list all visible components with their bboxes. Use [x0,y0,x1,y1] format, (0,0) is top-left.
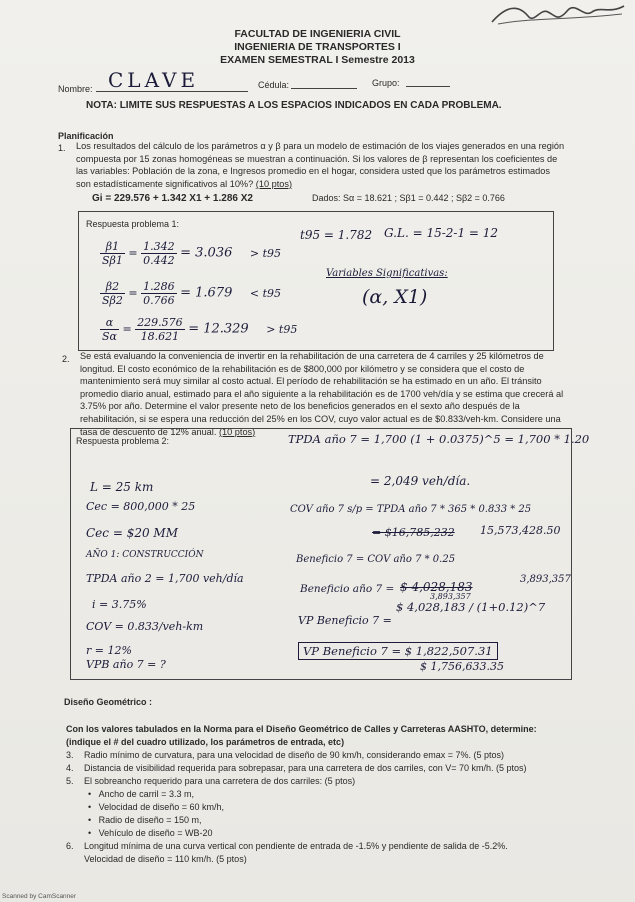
q2-tpda7-result: = 2,049 veh/día. [370,474,471,488]
q1-ratio-beta2: $\frac{\beta 2}{S\beta 2}$ = $\frac{1.286}{0.766}$ = 1.679 < t95 [102,280,282,307]
q1-vars-label: Variables Significativas: [326,268,448,279]
q3-number: 3. [66,750,74,760]
question-1 [76,140,566,190]
question-2-text: Se está evaluando la conveniencia de invertir en la rehabilitación de una carretera de 4 carriles y 25 kilómetros de longitud. El costo económico de la rehabilitación es de $800,000 por kilómetro y se considera que el costo de mantenimiento será muy similar al costo actual. El período de rehabilitación se ha estimado en un año. El tránsito promedio diario anual, estimado para el año siguiente a la rehabilitación es de 1700 veh/día y se estima que crecerá al 3.75% por año. Determine el valor presente neto de los beneficios generados en el sexto año después de la rehabilitación, si se espera una reducción del 25% en los COV, cuyo valor actual es de $0.833/veh-km. Considere una tasa de descuento de 12% anual. [80,351,564,437]
cedula-label: Cédula: [258,80,290,90]
diseno-intro-1: Con los valores tabulados en la Norma para el Diseño Geométrico de Calles y Carreteras AASHTO, determine: [66,724,537,734]
question-6: Longitud mínima de una curva vertical con pendiente de entrada de -1.5% y pendiente de salida de -5.2%. [84,841,508,851]
q2-benefit7-discount: $ 4,028,183 / (1+0.12)^7 [396,600,546,614]
q5-item: • Ancho de carril = 3.3 m, [88,789,194,799]
q2-benefit7-note: 3,893,357 [430,592,471,601]
scanner-watermark: Scanned by CamScanner [2,893,77,900]
q2-vp-benefit-label: VP Beneficio 7 = [298,614,392,627]
q2-vp-benefit-alt: $ 1,756,633.35 [420,660,504,673]
q2-tpda7: TPDA año 7 = 1,700 (1 + 0.0375)^5 = 1,700 * 1.20 [288,432,590,446]
signature-scribble [488,0,628,28]
answer-box-1-label: Respuesta problema 1: [86,219,180,229]
q2-cov: COV = 0.833/veh-km [86,620,204,633]
diseno-intro-2: (indique el # del cuadro utilizado, los parámetros de entrada, etc) [66,737,345,747]
q2-cec-formula: Cec = 800,000 * 25 [86,500,196,513]
question-2-points: (10 ptos) [218,426,256,437]
q1-number: 1. [58,143,66,153]
q1-significant-vars: (α, X1) [362,286,428,308]
q2-benefit7-struck: $ 4,028,183 [400,580,473,594]
q2-number: 2. [62,354,70,364]
question-2 [80,350,568,438]
q5-number: 5. [66,776,74,786]
question-1-text: Los resultados del cálculo de los parámetros α y β para un modelo de estimación de los viajes generados en una región compuesta por 15 zonas homogéneas se muestran a continuación. Si los valores de β representan los coeficientes de las variables: Población de la zona, e Ingresos promedio en el hogar, considera usted que los parámetros estimados son estadísticamente significativos al 10%? [76,141,565,189]
q2-vpb-unknown: VPB año 7 = ? [86,658,166,671]
q5-item: • Radio de diseño = 150 m, [88,815,202,825]
q1-ratio-alpha: $\frac{\alpha}{S\alpha}$ = $\frac{229.576}{18.621}$ = 12.329 > t95 [102,316,298,343]
q2-length: L = 25 km [90,480,154,494]
faculty-title: FACULTAD DE INGENIERIA CIVIL [234,28,401,40]
section-diseno: Diseño Geométrico : [64,697,153,707]
q2-year1: AÑO 1: CONSTRUCCIÓN [86,550,204,560]
q2-discount-rate: r = 12% [86,644,132,657]
q2-growth-rate: i = 3.75% [92,598,147,611]
question-5: El sobreancho requerido para una carretera de dos carriles: (5 ptos) [84,776,356,786]
q2-benefit7-corrected: 3,893,357 [520,574,571,585]
q1-given-data: Dados: Sα = 18.621 ; Sβ1 = 0.442 ; Sβ2 = 0.766 [312,193,505,203]
question-3: Radio mínimo de curvatura, para una velocidad de diseño de 90 km/h, considerando emax = 7%. (5 ptos) [84,750,504,760]
q1-degrees-freedom: G.L. = 15-2-1 = 12 [384,226,499,240]
q2-benefit7-label: Beneficio año 7 = [300,583,395,595]
q2-tpda2: TPDA año 2 = 1,700 veh/día [86,572,244,585]
q1-equation: Gi = 229.576 + 1.342 X1 + 1.286 X2 [92,193,253,204]
q5-item: • Velocidad de diseño = 60 km/h, [88,802,224,812]
exam-title: EXAMEN SEMESTRAL I Semestre 2013 [220,54,415,66]
section-planificacion: Planificación [58,131,114,141]
q6-number: 6. [66,841,74,851]
q4-number: 4. [66,763,74,773]
answer-box-2-label: Respuesta problema 2: [76,436,170,446]
question-4: Distancia de visibilidad requerida para sobrepasar, para una carretera de dos carriles, con V= 70 km/h. (5 ptos) [84,763,527,773]
q1-t95: t95 = 1.782 [300,228,373,242]
question-1-points: (10 ptos) [255,178,293,189]
grupo-label: Grupo: [372,78,400,88]
q2-cov7-corrected: 15,573,428.50 [480,524,561,537]
q2-cov7-struck: = $16,785,232 [372,526,455,539]
q1-ratio-beta1: $\frac{\beta 1}{S\beta 1}$ = $\frac{1.342}{0.442}$ = 3.036 > t95 [102,240,282,267]
question-6-speed: Velocidad de diseño = 110 km/h. (5 ptos) [84,854,247,864]
q2-cec-total: Cec = $20 MM [86,526,178,540]
q2-vp-benefit-result: VP Beneficio 7 = $ 1,822,507.31 [298,642,498,660]
q2-benefit7-formula: Beneficio 7 = COV año 7 * 0.25 [296,554,456,565]
cedula-line [291,88,357,89]
name-label: Nombre: [58,84,93,94]
grupo-line [406,86,450,87]
exam-note: NOTA: LIMITE SUS RESPUESTAS A LOS ESPACIOS INDICADOS EN CADA PROBLEMA. [86,100,502,111]
q5-item: • Vehículo de diseño = WB-20 [88,828,213,838]
name-value: CLAVE [108,68,200,92]
course-title: INGENIERIA DE TRANSPORTES I [234,41,401,53]
q2-cov7: COV año 7 s/p = TPDA año 7 * 365 * 0.833 * 25 [290,504,532,515]
